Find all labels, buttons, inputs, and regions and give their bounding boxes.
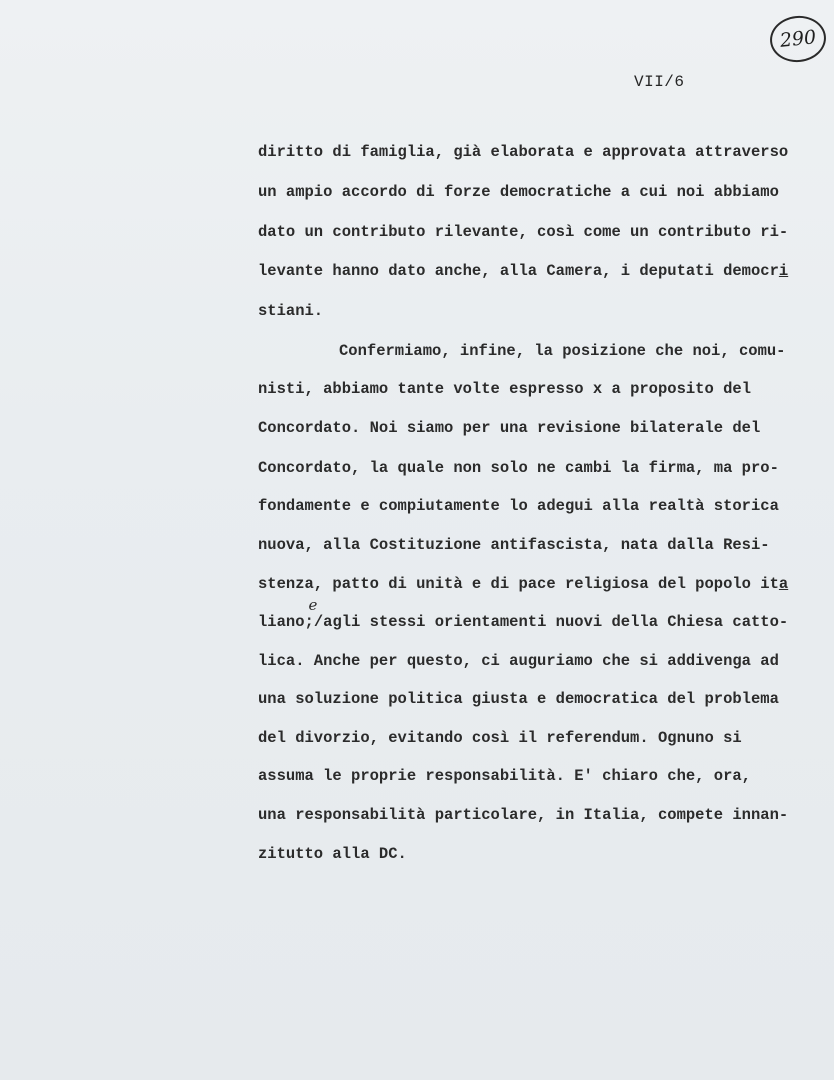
correction-slash: /	[313, 613, 324, 631]
text-line-11: nuova, alla Costituzione antifascista, nata dalla Resi-	[258, 536, 770, 554]
typo-strike-mark: x	[592, 380, 603, 398]
page-reference: VII/6	[634, 73, 685, 91]
text-line-5: stiani.	[258, 302, 324, 320]
text-line-13	[258, 596, 789, 632]
underlined-hyphen-letter-2: a	[778, 575, 789, 593]
text-line-12	[258, 574, 788, 594]
text-line-7-end: a proposito del	[602, 380, 751, 398]
text-line-16: del divorzio, evitando così il referendum. Ognuno si	[258, 729, 742, 747]
text-line-17: assuma le proprie responsabilità. E' chiaro che, ora,	[258, 767, 751, 785]
text-line-2: un ampio accordo di forze democratiche a cui noi abbiamo	[258, 183, 779, 201]
text-line-9: Concordato, la quale non solo ne cambi la firma, ma pro-	[258, 459, 779, 477]
text-line-4	[258, 261, 788, 281]
text-line-6: Confermiamo, infine, la posizione che noi, comu-	[339, 342, 786, 360]
stamp-number: 290	[778, 26, 818, 52]
text-line-14: lica. Anche per questo, ci auguriamo che si addivenga ad	[258, 652, 779, 670]
underlined-hyphen-letter: i	[778, 262, 789, 280]
text-line-19: zitutto alla DC.	[258, 845, 407, 863]
text-line-12-main: stenza, patto di unità e di pace religiosa del popolo it	[258, 575, 779, 593]
correction-semicolon: ;	[304, 613, 314, 631]
text-line-13-end: agli stessi orientamenti nuovi della Chiesa catto-	[323, 613, 789, 631]
text-line-1: diritto di famiglia, già elaborata e approvata attraverso	[258, 143, 789, 161]
text-line-7	[258, 379, 751, 399]
text-line-15: una soluzione politica giusta e democratica del problema	[258, 690, 779, 708]
text-line-4-main: levante hanno dato anche, alla Camera, i deputati democr	[258, 262, 779, 280]
text-line-3: dato un contributo rilevante, così come un contributo ri-	[258, 223, 789, 241]
text-line-18: una responsabilità particolare, in Italia, compete innan-	[258, 806, 789, 824]
text-line-8: Concordato. Noi siamo per una revisione bilaterale del	[258, 419, 761, 437]
correction-inserted-letter: e	[308, 596, 318, 614]
text-line-13-start: liano	[258, 613, 305, 631]
text-line-7-start: nisti, abbiamo tante volte espresso	[258, 380, 593, 398]
handwritten-correction	[304, 596, 324, 632]
text-line-10: fondamente e compiutamente lo adegui alla realtà storica	[258, 497, 779, 515]
